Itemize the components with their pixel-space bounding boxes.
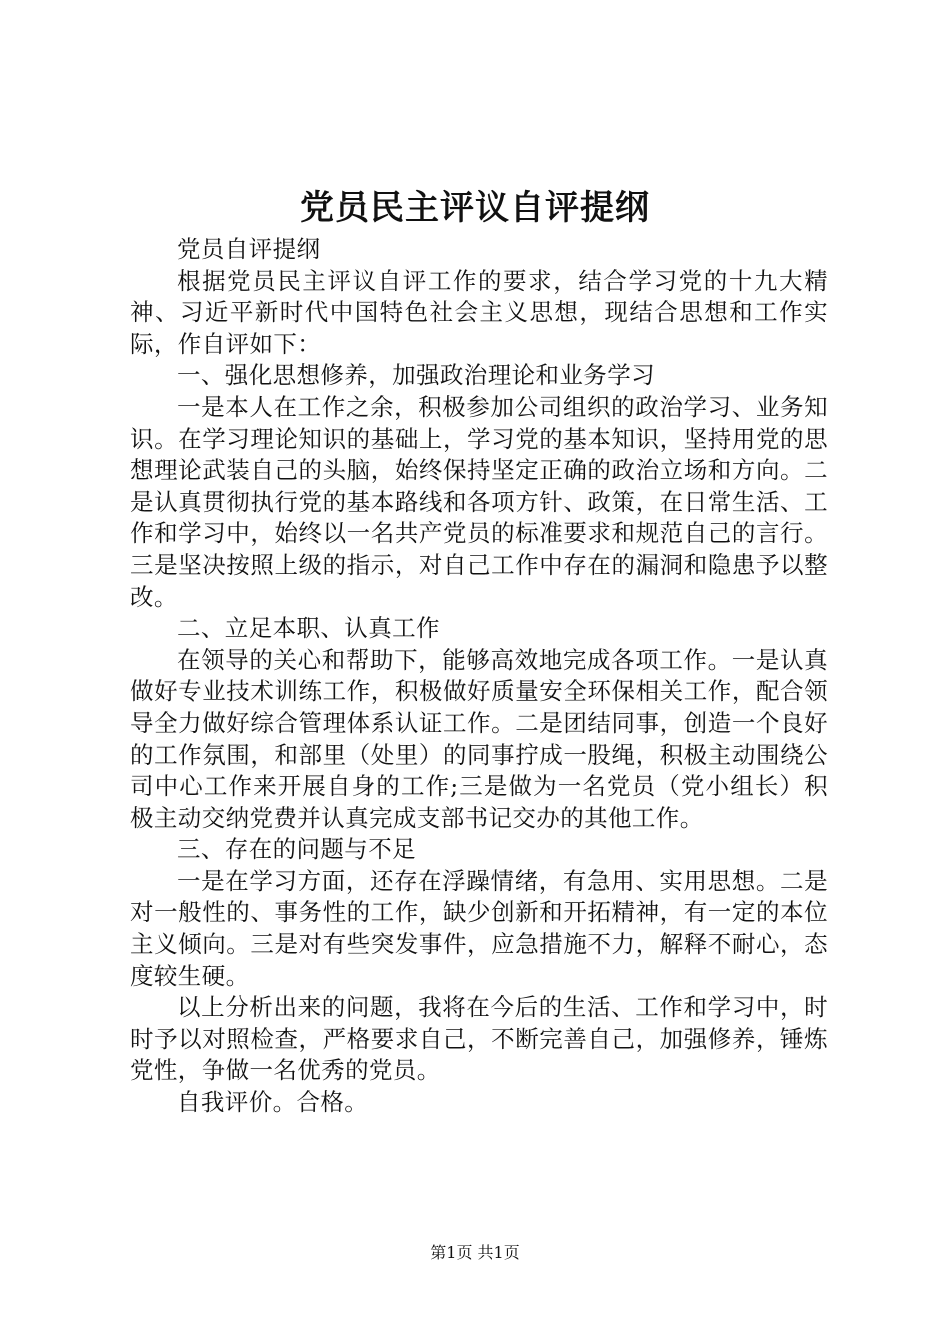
section-heading-1: 一、强化思想修养，加强政治理论和业务学习 <box>177 361 655 390</box>
paragraph-conclusion: 以上分析出来的问题，我将在今后的生活、工作和学习中，时时予以对照检查，严格要求自己，不断完善自己，加强修养，锤炼党性，争做一名优秀的党员。 <box>130 993 828 1085</box>
paragraph-heading-self-evaluation: 党员自评提纲 <box>177 235 321 263</box>
paragraph-section-2: 在领导的关心和帮助下，能够高效地完成各项工作。一是认真做好专业技术训练工作，积极做好质量安全环保相关工作，配合领导全力做好综合管理体系认证工作。二是团结同事，创造一个良好的工作氛围，和部里（处里）的同事拧成一股绳，积极主动围绕公司中心工作来开展自身的工作;三是做为一名党员（党小组长）积极主动交纳党费并认真完成支部书记交办的其他工作。 <box>130 645 828 832</box>
section-heading-2: 二、立足本职、认真工作 <box>177 614 440 643</box>
paragraph-intro: 根据党员民主评议自评工作的要求，结合学习党的十九大精神、习近平新时代中国特色社会主义思想，现结合思想和工作实际，作自评如下： <box>130 266 828 358</box>
paragraph-section-1: 一是本人在工作之余，积极参加公司组织的政治学习、业务知识。在学习理论知识的基础上，学习党的基本知识，坚持用党的思想理论武装自己的头脑，始终保持坚定正确的政治立场和方向。二是认真贯彻执行党的基本路线和各项方针、政策，在日常生活、工作和学习中，始终以一名共产党员的标准要求和规范自己的言行。三是坚决按照上级的指示，对自己工作中存在的漏洞和隐患予以整改。 <box>130 392 828 611</box>
document-body <box>130 234 828 1119</box>
paragraph-section-3: 一是在学习方面，还存在浮躁情绪，有急用、实用思想。二是对一般性的、事务性的工作，缺少创新和开拓精神，有一定的本位主义倾向。三是对有些突发事件，应急措施不力，解释不耐心，态度较生硬。 <box>130 866 828 990</box>
document-title: 党员民主评议自评提纲 <box>300 188 650 228</box>
paragraph-self-rating: 自我评价。合格。 <box>177 1088 369 1117</box>
page-footer: 第1页 共1页 <box>430 1243 520 1262</box>
section-heading-3: 三、存在的问题与不足 <box>177 835 416 864</box>
